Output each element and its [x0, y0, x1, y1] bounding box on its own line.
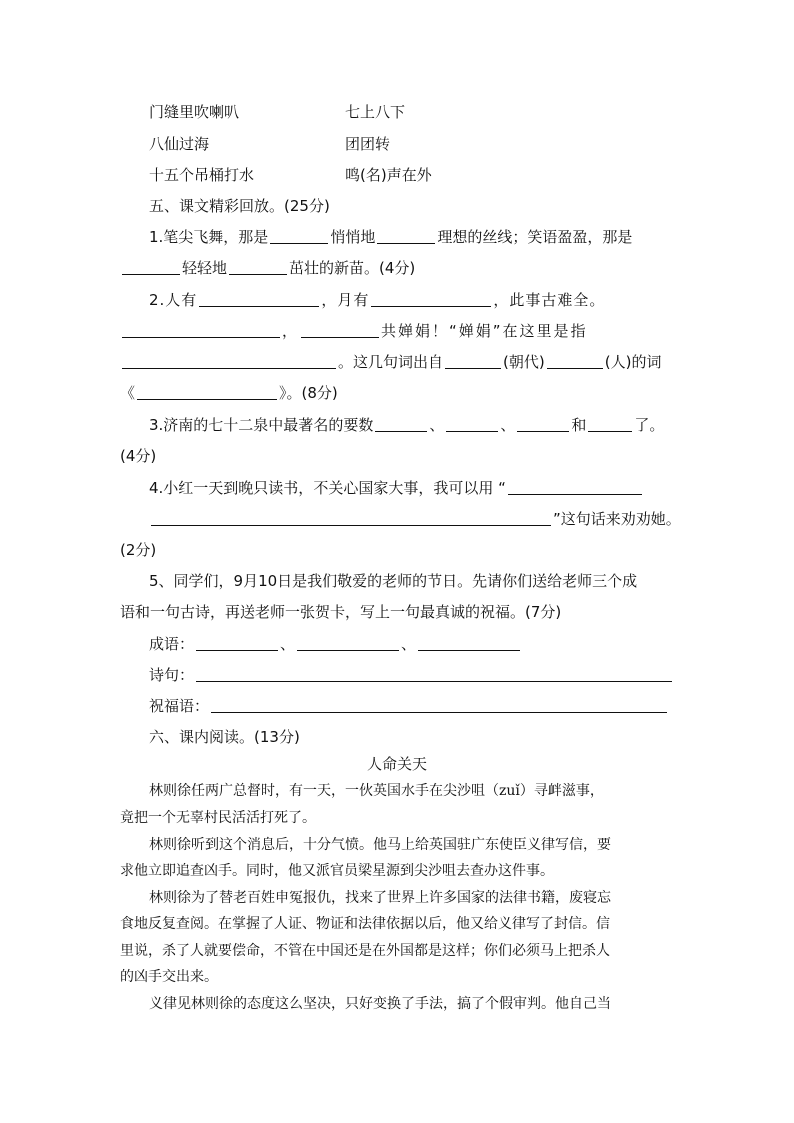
q2-text-j: 》。(8分) — [279, 384, 338, 402]
q1-text-b: 悄悄地 — [330, 228, 376, 246]
section5-heading: 五、课文精彩回放。(25分) — [149, 197, 330, 215]
q5-poem-line — [149, 665, 674, 685]
q4-text-b: ”这句话来劝劝她。 — [553, 510, 681, 528]
q1-text-d: 轻轻地 — [182, 259, 228, 277]
passage-line-4: 求他立即追查凶手。同时，他又派官员梁星源到尖沙咀去查办这件事。 — [120, 863, 554, 879]
q3-text-a: 3.济南的七十二泉中最著名的要数 — [149, 416, 374, 434]
q1-text-e: 茁壮的新苗。(4分) — [289, 259, 416, 277]
q4-text-a: 4.小红一天到晚只读书，不关心国家大事，我可以用 “ — [149, 479, 506, 497]
q5-idiom-blank-1[interactable] — [196, 636, 278, 651]
q2-line4 — [120, 383, 338, 403]
q2-text-f: 。这几句词出自 — [338, 353, 444, 371]
q3-score: (4分) — [120, 447, 157, 465]
q5-line2: 语和一句古诗，再送老师一张贺卡，写上一句最真诚的祝福。(7分) — [120, 603, 562, 621]
idiom-left-2: 八仙过海 — [149, 135, 210, 153]
q2-blank-4[interactable] — [301, 323, 379, 338]
q2-blank-dynasty[interactable] — [445, 354, 501, 369]
q1-line2 — [120, 258, 415, 278]
passage-line-5: 林则徐为了替老百姓申冤报仇，找来了世界上许多国家的法律书籍，废寝忘 — [149, 890, 611, 906]
q5-line1: 5、同学们，9月10日是我们敬爱的老师的节日。先请你们送给老师三个成 — [149, 572, 638, 590]
q2-blank-title[interactable] — [137, 385, 277, 400]
q3-blank-2[interactable] — [446, 417, 498, 432]
passage-line-1: 林则徐任两广总督时，有一天，一伙英国水手在尖沙咀（zuǐ）寻衅滋事， — [149, 783, 604, 799]
q4-blank-2[interactable] — [151, 511, 551, 526]
idiom-right-2: 团团转 — [345, 135, 391, 153]
q3-sep-1: 、 — [429, 416, 445, 434]
q2-text-a: 2.人有 — [149, 291, 198, 309]
idiom-left-1: 门缝里吹喇叭 — [149, 103, 240, 121]
q5-idiom-sep-1: 、 — [280, 635, 296, 653]
q2-line3 — [120, 352, 661, 372]
q4-blank-1[interactable] — [508, 480, 642, 495]
passage-line-9: 义律见林则徐的态度这么坚决，只好变换了手法，搞了个假审判。他自己当 — [149, 996, 611, 1012]
q2-text-d: ， — [282, 322, 300, 340]
q4-line1 — [149, 478, 644, 498]
passage-line-8: 的凶手交出来。 — [120, 969, 218, 985]
idiom-left-3: 十五个吊桶打水 — [149, 166, 255, 184]
q2-text-c: ，此事古难全。 — [493, 291, 606, 309]
q3-end: 了。 — [634, 416, 665, 434]
q5-idiom-blank-2[interactable] — [297, 636, 399, 651]
q5-idiom-blank-3[interactable] — [418, 636, 520, 651]
q5-poem-label: 诗句： — [149, 666, 195, 684]
q2-blank-person[interactable] — [547, 354, 603, 369]
q3-blank-1[interactable] — [375, 417, 427, 432]
q2-text-h: (人)的词 — [604, 353, 662, 371]
q4-score: (2分) — [120, 541, 157, 559]
q5-idiom-sep-2: 、 — [401, 635, 417, 653]
q5-idiom-label: 成语： — [149, 635, 195, 653]
q2-line2 — [120, 321, 588, 341]
q5-poem-blank[interactable] — [196, 667, 672, 682]
q3-blank-3[interactable] — [517, 417, 569, 432]
q2-blank-2[interactable] — [371, 292, 491, 307]
q2-blank-3[interactable] — [122, 323, 280, 338]
q2-blank-1[interactable] — [199, 292, 319, 307]
passage-line-3: 林则徐听到这个消息后，十分气愤。他马上给英国驻广东使臣义律写信，要 — [149, 837, 611, 853]
section6-heading: 六、课内阅读。(13分) — [149, 728, 300, 746]
q1-blank-1[interactable] — [270, 229, 328, 244]
q5-idioms-line — [149, 634, 522, 654]
q3-sep-2: 、 — [500, 416, 516, 434]
q1-blank-2[interactable] — [377, 229, 435, 244]
idiom-right-3: 鸣(名)声在外 — [345, 166, 432, 184]
q5-wish-line — [149, 696, 669, 716]
q1-text-c: 理想的丝线；笑语盈盈，那是 — [437, 228, 633, 246]
passage-title: 人命关天 — [366, 755, 427, 773]
q2-text-b: ，月有 — [321, 291, 370, 309]
q1-blank-3[interactable] — [122, 260, 180, 275]
idiom-right-1: 七上八下 — [345, 103, 406, 121]
q5-wish-blank[interactable] — [211, 698, 667, 713]
q2-text-e: 共婵娟！“婵娟”在这里是指 — [381, 322, 588, 340]
q3-line1 — [149, 415, 664, 435]
q4-line2 — [149, 509, 681, 529]
q1-line1 — [149, 227, 632, 247]
passage-line-7: 里说，杀了人就要偿命，不管在中国还是在外国都是这样；你们必须马上把杀人 — [120, 943, 610, 959]
q2-text-i: 《 — [120, 384, 136, 402]
q2-text-g: (朝代) — [503, 353, 545, 371]
q3-and: 和 — [571, 416, 587, 434]
passage-line-2: 竟把一个无辜村民活活打死了。 — [120, 810, 316, 826]
passage-line-6: 食地反复查阅。在掌握了人证、物证和法律依据以后，他又给义律写了封信。信 — [120, 916, 610, 932]
q1-blank-4[interactable] — [229, 260, 287, 275]
q1-text-a: 1.笔尖飞舞，那是 — [149, 228, 269, 246]
q3-blank-4[interactable] — [588, 417, 632, 432]
q2-blank-5[interactable] — [122, 354, 336, 369]
q2-line1 — [149, 290, 605, 310]
q5-wish-label: 祝福语： — [149, 697, 210, 715]
